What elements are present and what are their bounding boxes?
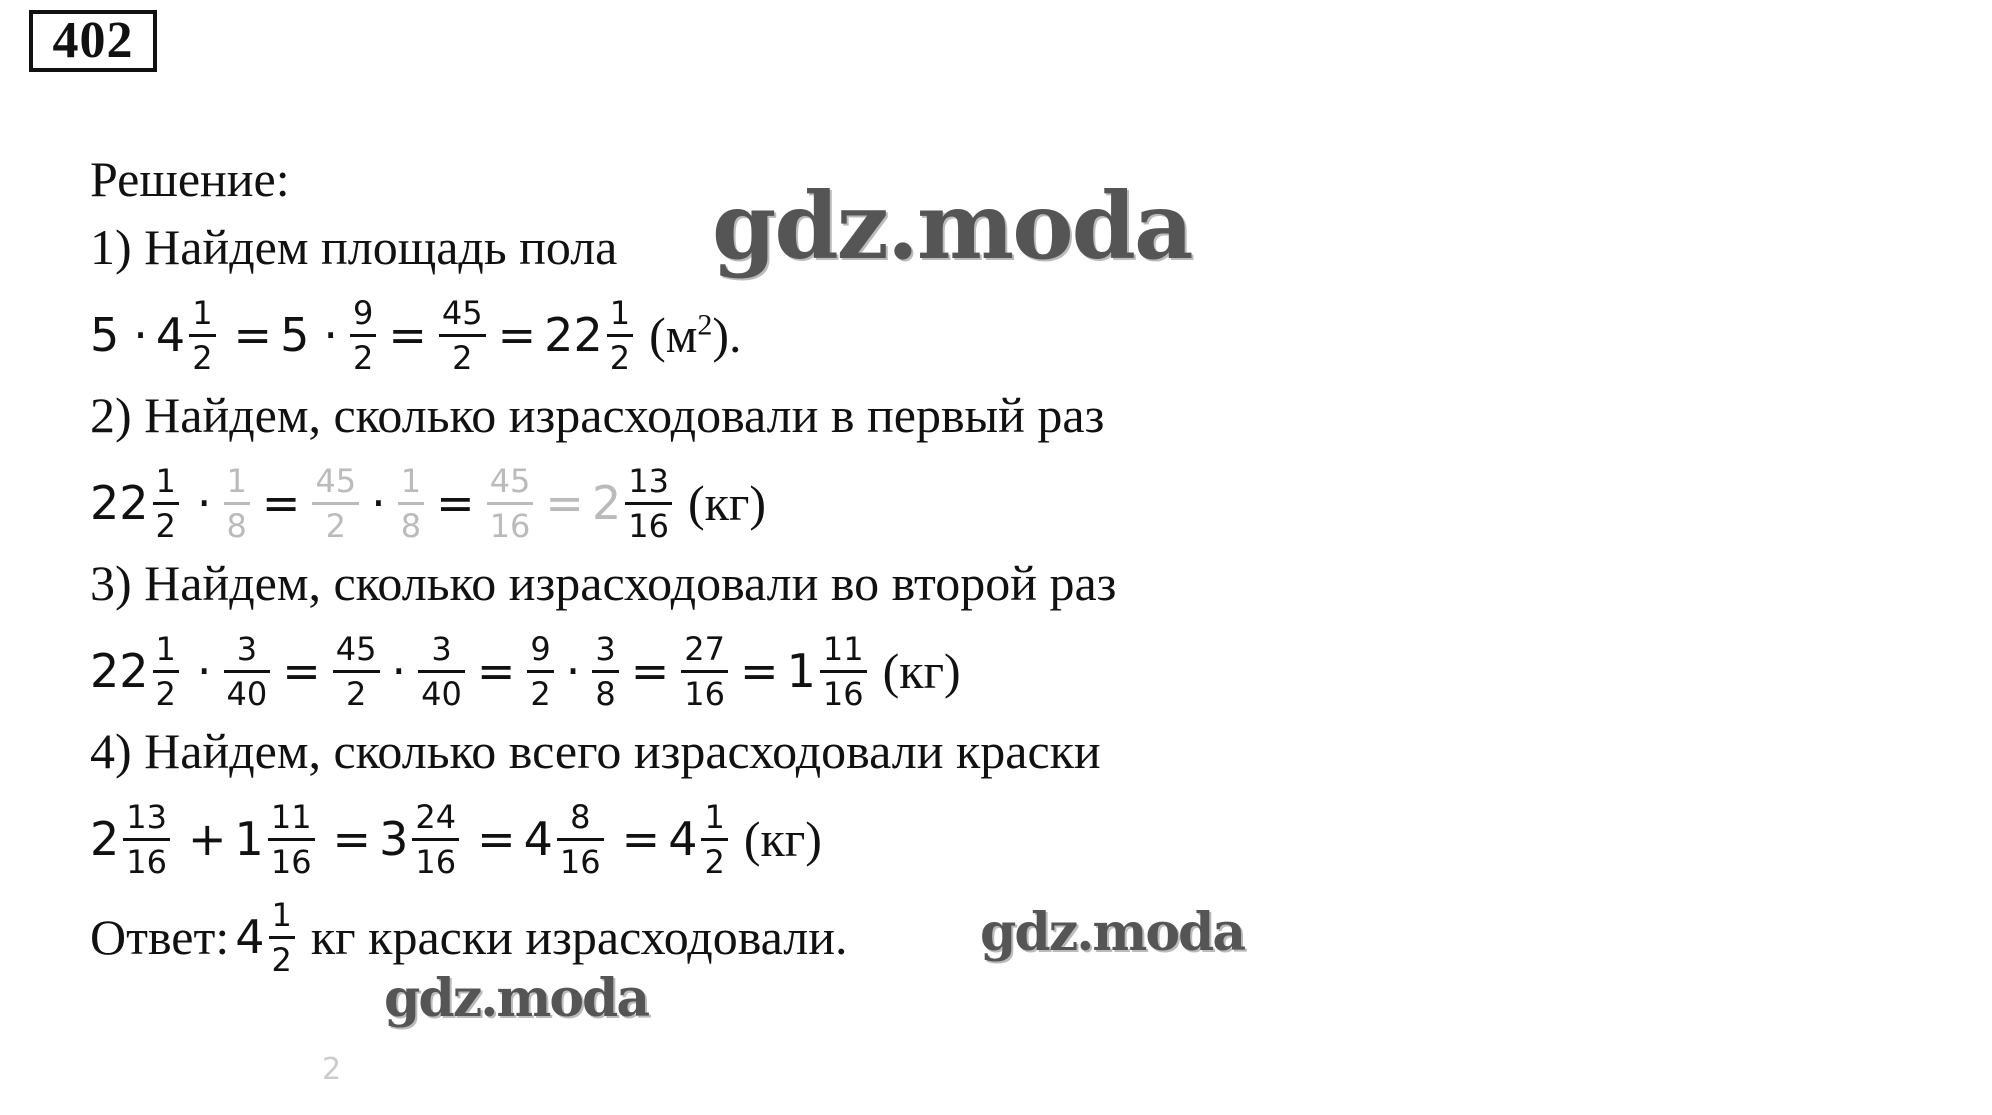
equals: = [233, 308, 273, 362]
denominator: 8 [595, 674, 616, 713]
fraction-bar [412, 838, 459, 841]
denominator: 40 [421, 674, 462, 713]
fraction-bar [557, 838, 604, 841]
step4-unit: (кг) [743, 811, 822, 867]
fraction [592, 629, 618, 713]
whole: 4 [668, 812, 698, 866]
dot: · [371, 476, 386, 530]
unit-exponent: 2 [697, 308, 713, 342]
step1-unit [649, 306, 741, 364]
denominator: 16 [559, 842, 601, 881]
denominator: 40 [226, 674, 268, 713]
denominator: 2 [704, 842, 725, 881]
step4-a [90, 797, 174, 881]
numerator: 1 [704, 797, 725, 836]
fraction [123, 797, 170, 881]
fraction [487, 461, 534, 545]
equals: = [477, 812, 516, 866]
fraction-bar [224, 670, 271, 673]
fraction-bar [268, 838, 315, 841]
equals: = [436, 476, 475, 530]
fraction-bar [333, 670, 380, 673]
whole: 1 [786, 644, 816, 698]
fraction [527, 629, 553, 713]
numerator: 1 [609, 293, 631, 332]
numerator: 13 [126, 797, 167, 836]
fraction [153, 629, 179, 713]
numerator: 11 [822, 629, 864, 668]
equals: = [476, 644, 516, 698]
fraction [189, 293, 215, 377]
dot: · [196, 476, 212, 530]
denominator: 2 [271, 940, 292, 979]
stray-digit: 2 [322, 1052, 342, 1087]
step3-mixed [90, 629, 183, 713]
step3-text: 3) Найдем, сколько израсходовали во второй раз [90, 555, 1117, 611]
fraction [625, 461, 672, 545]
equals: = [261, 476, 301, 530]
numerator: 27 [684, 629, 726, 668]
unit-text: (м [649, 307, 698, 363]
dot: · [565, 644, 581, 698]
denominator: 8 [226, 506, 247, 545]
denominator: 16 [628, 506, 669, 545]
denominator: 2 [530, 674, 551, 713]
step3-result [786, 629, 871, 713]
numerator: 1 [155, 461, 176, 500]
fraction [439, 293, 486, 377]
numerator: 8 [570, 797, 591, 836]
answer-value [235, 895, 299, 979]
equals: = [545, 476, 584, 530]
numerator: 9 [530, 629, 551, 668]
fraction [312, 461, 359, 545]
whole: 4 [235, 910, 265, 964]
answer-text: кг краски израсходовали. [310, 909, 848, 965]
step2-text: 2) Найдем, сколько израсходовали в первый раз [90, 387, 1105, 443]
denominator: 16 [489, 506, 531, 545]
denominator: 16 [270, 842, 312, 881]
denominator: 16 [822, 674, 864, 713]
whole: 22 [90, 644, 149, 698]
unit-end: ). [712, 307, 742, 363]
step1-result [544, 293, 637, 377]
fraction [412, 797, 459, 881]
watermark-main: gdz.moda [712, 172, 1192, 280]
step1-b: 5 [280, 308, 310, 362]
task-number: 402 [29, 10, 157, 72]
answer-label: Ответ: [90, 909, 230, 965]
step1-text: 1) Найдем площадь пола [90, 219, 618, 275]
fraction-bar [224, 502, 250, 505]
denominator: 2 [353, 338, 374, 377]
numerator: 11 [270, 797, 312, 836]
plus: + [188, 812, 227, 866]
fraction-bar [625, 502, 672, 505]
fraction [701, 797, 727, 881]
numerator: 1 [192, 293, 213, 332]
fraction [398, 461, 424, 545]
step1-mixed-1 [155, 293, 220, 377]
watermark-second: gdz.moda [980, 902, 1245, 963]
dot: · [391, 644, 407, 698]
equals: = [740, 644, 779, 698]
fraction-bar [820, 670, 867, 673]
fraction-bar [592, 670, 618, 673]
equals: = [621, 812, 661, 866]
numerator: 3 [595, 629, 616, 668]
solution-heading: Решение: [90, 151, 290, 207]
fraction [224, 461, 250, 545]
fraction [350, 293, 376, 377]
fraction-bar [153, 502, 179, 505]
fraction [268, 797, 315, 881]
equals: = [630, 644, 670, 698]
numerator: 45 [489, 461, 531, 500]
fraction-bar [681, 670, 728, 673]
numerator: 9 [353, 293, 374, 332]
whole: 3 [379, 812, 409, 866]
step4-text: 4) Найдем, сколько всего израсходовали краски [90, 723, 1101, 779]
step2-unit: (кг) [687, 475, 767, 531]
numerator: 1 [271, 895, 292, 934]
numerator: 3 [431, 629, 452, 668]
fraction-bar [269, 936, 295, 939]
step1-a: 5 [90, 308, 120, 362]
fraction [681, 629, 728, 713]
whole: 2 [90, 812, 120, 866]
denominator: 2 [155, 506, 176, 545]
step4-expression [90, 784, 828, 894]
fraction [153, 461, 179, 545]
fraction-bar [350, 334, 376, 337]
fraction-bar [439, 334, 486, 337]
step4-d [523, 797, 608, 881]
step1-dot-2: · [323, 308, 338, 362]
numerator: 45 [441, 293, 483, 332]
denominator: 16 [415, 842, 457, 881]
step4-c [379, 797, 463, 881]
fraction [607, 293, 633, 377]
whole: 22 [90, 476, 149, 530]
denominator: 2 [155, 674, 176, 713]
fraction-bar [153, 670, 179, 673]
denominator: 2 [452, 338, 473, 377]
denominator: 2 [192, 338, 213, 377]
numerator: 45 [335, 629, 377, 668]
fraction [418, 629, 465, 713]
numerator: 24 [415, 797, 457, 836]
numerator: 1 [226, 461, 247, 500]
fraction [557, 797, 604, 881]
fraction-bar [607, 334, 633, 337]
whole: 1 [234, 812, 264, 866]
watermark-third: gdz.moda [384, 968, 649, 1029]
fraction-bar [123, 838, 170, 841]
fraction [224, 629, 271, 713]
fraction-bar [398, 502, 424, 505]
step1-dot: · [133, 308, 148, 362]
fraction-bar [312, 502, 359, 505]
equals: = [332, 812, 372, 866]
fraction-bar [189, 334, 215, 337]
step3-expression [90, 616, 967, 726]
step2-expression [90, 448, 772, 558]
fraction [333, 629, 380, 713]
denominator: 2 [345, 674, 367, 713]
step4-b [234, 797, 319, 881]
denominator: 16 [126, 842, 167, 881]
numerator: 13 [628, 461, 669, 500]
step4-result [668, 797, 732, 881]
fraction [269, 895, 295, 979]
whole: 4 [523, 812, 553, 866]
step3-unit: (кг) [882, 643, 961, 699]
whole: 2 [591, 476, 622, 530]
denominator: 8 [400, 506, 422, 545]
step1-expression [90, 280, 748, 390]
denominator: 2 [609, 338, 631, 377]
fraction [820, 629, 867, 713]
fraction-bar [487, 502, 534, 505]
equals: = [388, 308, 427, 362]
fraction-bar [701, 838, 727, 841]
whole: 22 [544, 308, 603, 362]
step2-result [591, 461, 676, 545]
numerator: 45 [315, 461, 357, 500]
denominator: 2 [325, 506, 346, 545]
step2-mixed [90, 461, 183, 545]
equals: = [497, 308, 537, 362]
fraction-bar [527, 670, 553, 673]
equals: = [282, 644, 321, 698]
whole: 4 [155, 308, 186, 362]
numerator: 1 [155, 629, 176, 668]
numerator: 3 [236, 629, 258, 668]
numerator: 1 [400, 461, 422, 500]
dot: · [196, 644, 212, 698]
fraction-bar [418, 670, 465, 673]
denominator: 16 [684, 674, 726, 713]
